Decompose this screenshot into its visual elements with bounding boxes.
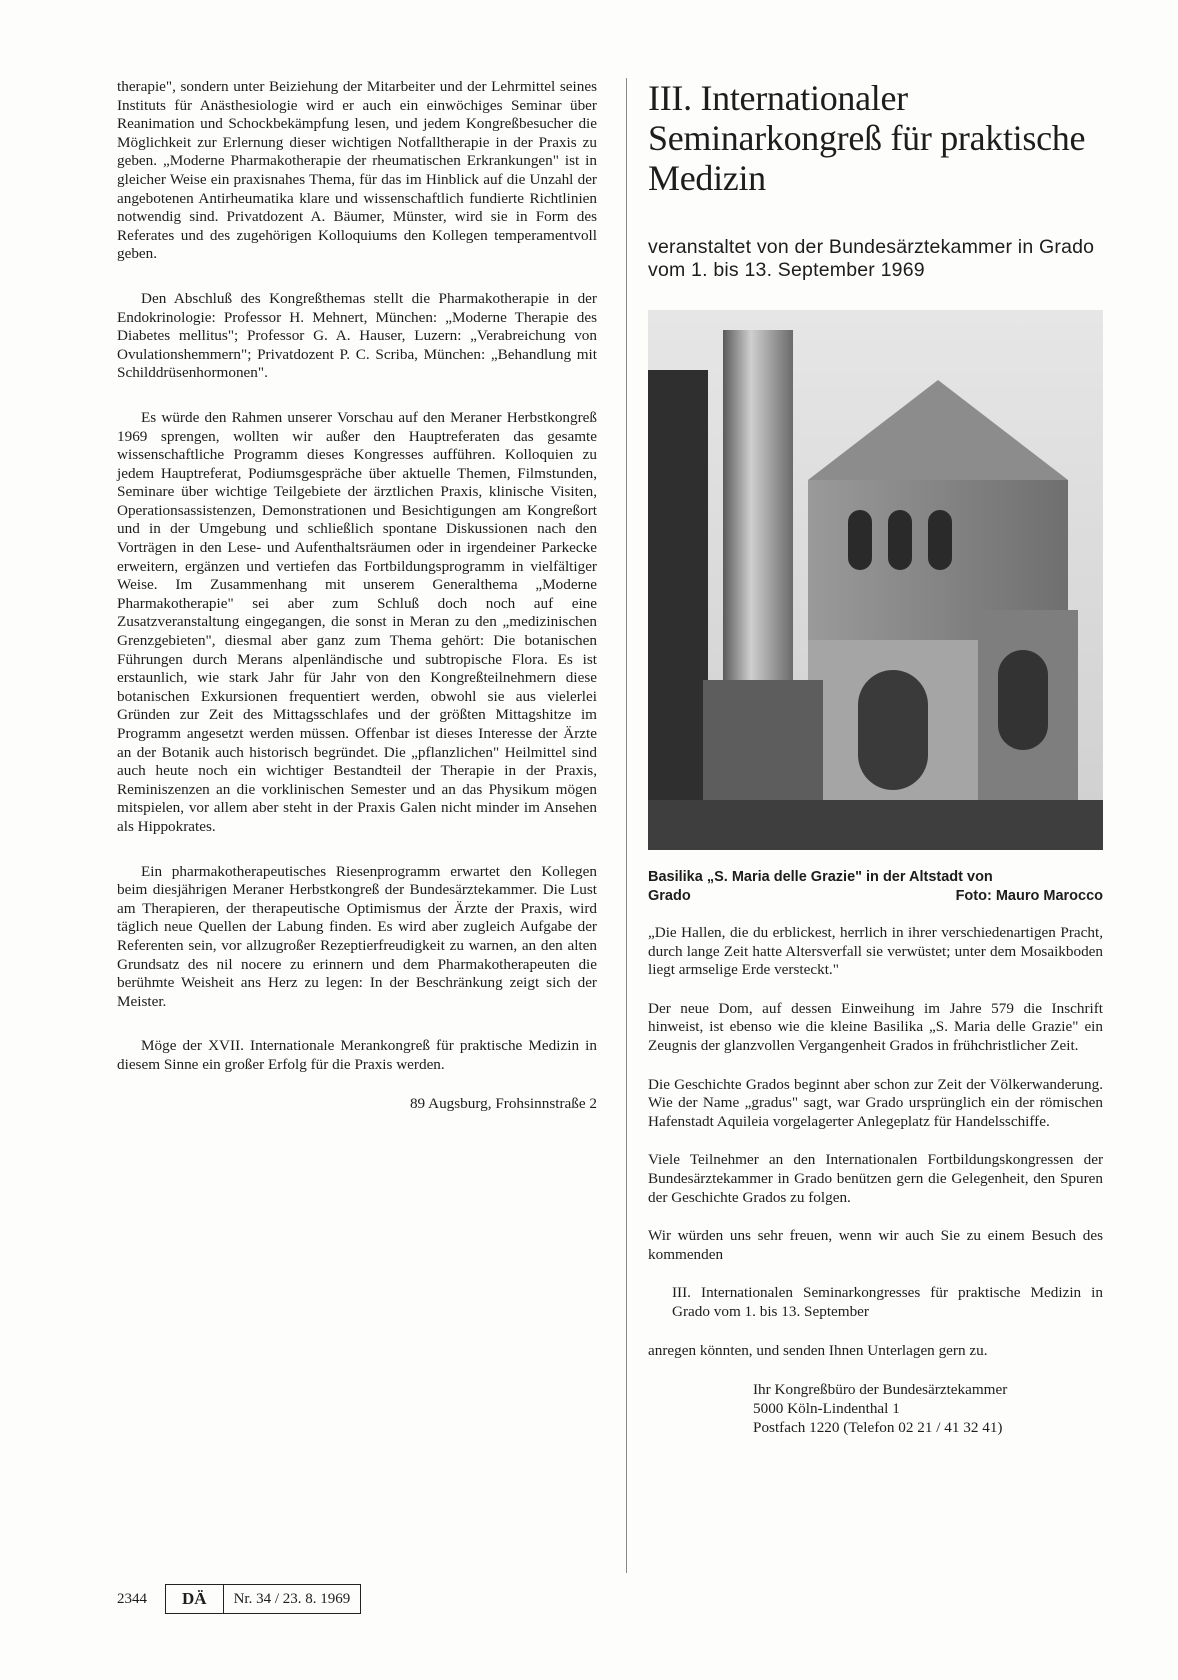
- left-paragraph-3: Es würde den Rahmen unserer Vorschau auf den Meraner Herbstkongreß 1969 sprengen, wollten wir außer den Hauptreferaten das gesamte wissenschaftliche Programm dieses Kongresses aufführen. Kolloquien zu jedem Hauptreferat, Podiumsgespräche über aktuelle Themen, Filmstunden, Seminare über wichtige Teilgebiete der ärztlichen Praxis, klinische Visiten, Operationsassistenzen, Demonstrationen und Besichtigungen am Kongreßort und in der Umgebung und schließlich spontane Diskussionen nach den Vorträgen in den Lese- und Aufenthaltsräumen oder in irgendeiner Parkecke erweitern, ergänzen und vertiefen das Fortbildungsprogramm in vielfältiger Weise. Im Zusammenhang mit unserem Generalthema „Moderne Pharmakotherapie" sei aber zum Schluß doch noch auf eine Zusatzveranstaltung eingegangen, die sonst in Meran zu den „medizinischen Grenzgebieten", diesmal aber ganz zum Thema gehört: Die botanischen Führungen durch Merans alpenländische und subtropische Flora. Es ist erstaunlich, wie stark Jahr für Jahr von den Kongreßteilnehmern diese botanischen Exkursionen frequentiert werden, obwohl sie aus vielerlei Gründen zur Zeit des Mittagsschlafes und der größten Mittagshitze im Programm angesetzt werden müssen. Offenbar ist dieses Interesse der Ärzte an der Botanik auch historisch begründet. Die „pflanzlichen" Heilmittel sind auch heute noch ein wichtiger Bestandteil der Therapie in der Praxis, Reminiszenzen an die vorklinischen Semester und an das Physikum mögen mitspielen, vor allem aber steht in der Praxis Galen nicht minder im Ansehen als Hippokrates.: [117, 408, 597, 835]
- basilica-photo: [648, 310, 1103, 850]
- right-paragraph-2: Die Geschichte Grados beginnt aber schon zur Zeit der Völkerwanderung. Wie der Name „gradus" sagt, war Grado ursprünglich ein der römischen Hafenstadt Aquileia vorgelagerter Anlegeplatz für Handelsschiffe.: [648, 1075, 1103, 1130]
- column-divider: [626, 78, 627, 1573]
- address-line-2: 5000 Köln-Lindenthal 1: [753, 1400, 900, 1418]
- left-paragraph-1: therapie", sondern unter Beiziehung der Mitarbeiter und der Lehrmittel seines Instituts für Anästhesiologie wird er auch ein einwöchiges Seminar über Reanimation und Schockbekämpfung lesen, und jedem Kongreßbesucher die Möglichkeit zur Erlernung dieser wichtigen Notfalltherapie in der Praxis zu geben. „Moderne Pharmakotherapie der rheumatischen Erkrankungen" ist in gleicher Weise ein praxisnahes Thema, für das im Hinblick auf die Unzahl der angebotenen Antirheumatika klare und wissenschaftlich fundierte Richtlinien notwendig sind. Privatdozent A. Bäumer, Münster, wird sie in Form des Referates und des zugehörigen Kolloquiums den Kollegen temperamentvoll geben.: [117, 78, 597, 263]
- basilica-photo-illustration: [648, 310, 1103, 850]
- right-column: [648, 78, 1103, 1437]
- left-column: [117, 78, 597, 1139]
- right-paragraph-4: Wir würden uns sehr freuen, wenn wir auch Sie zu einem Besuch des kommenden: [648, 1227, 1103, 1263]
- left-paragraph-2: Den Abschluß des Kongreßthemas stellt die Pharmakotherapie in der Endokrinologie: Professor H. Mehnert, München: „Moderne Therapie des Diabetes mellitus"; Professor G. A. Hauser, Luzern: „Verabreichung von Ovulationshemmern"; Privatdozent P. C. Scriba, München: „Behandlung mit Schilddrüsenhormonen".: [117, 289, 597, 382]
- page-number: 2344: [117, 1590, 147, 1607]
- caption-line-1: Basilika „S. Maria delle Grazie" in der Altstadt von: [648, 869, 993, 885]
- photo-credit: Foto: Mauro Marocco: [955, 888, 1103, 904]
- page-footer: [117, 1584, 361, 1614]
- photo-caption: [648, 868, 1103, 906]
- left-paragraph-5: Möge der XVII. Internationale Merankongreß für praktische Medizin in diesem Sinne ein großer Erfolg für die Praxis werden.: [117, 1037, 597, 1073]
- journal-abbrev: DÄ: [166, 1585, 224, 1613]
- right-paragraph-5: III. Internationalen Seminarkongresses für praktische Medizin in Grado vom 1. bis 13. September: [672, 1284, 1103, 1320]
- author-address: 89 Augsburg, Frohsinnstraße 2: [409, 1094, 597, 1112]
- right-paragraph-3: Viele Teilnehmer an den Internationalen Fortbildungskongressen der Bundesärztekammer in Grado benützen gern die Gelegenheit, den Spuren der Geschichte Grados zu folgen.: [648, 1151, 1103, 1206]
- left-paragraph-4: Ein pharmakotherapeutisches Riesenprogramm erwartet den Kollegen beim diesjährigen Meraner Herbstkongreß der Bundesärztekammer. Die Lust am Therapieren, der therapeutische Optimismus der Ärzte der Praxis, wird täglich neue Quellen der Labung finden. Es wird aber zugleich Aufgabe der Referenten sein, vor allzugroßer Rezeptierfreudigkeit zu warnen, an den alten Grundsatz des nil nocere zu erinnern und dem Pharmakotherapeuten die berühmte Weisheit ans Herz zu legen: In der Beschränkung zeigt sich der Meister.: [117, 862, 597, 1010]
- inscription-quote: „Die Hallen, die du erblickest, herrlich in ihrer verschiedenartigen Pracht, durch lange Zeit hatte Altersverfall sie verwüstet; unter dem Mosaikboden liegt armselige Erde versteckt.": [648, 924, 1103, 979]
- issue-date: Nr. 34 / 23. 8. 1969: [233, 1590, 351, 1607]
- address-line-3: Postfach 1220 (Telefon 02 21 / 41 32 41): [753, 1419, 1003, 1437]
- article-subtitle: veranstaltet von der Bundesärztekammer in Grado vom 1. bis 13. September 1969: [648, 236, 1095, 281]
- journal-badge: [165, 1584, 361, 1614]
- right-paragraph-6: anregen könnten, und senden Ihnen Unterlagen gern zu.: [648, 1341, 988, 1359]
- article-headline: III. Internationaler Seminarkongreß für praktische Medizin: [648, 78, 1086, 198]
- caption-place: Grado: [648, 888, 691, 904]
- address-line-1: Ihr Kongreßbüro der Bundesärztekammer: [753, 1381, 1008, 1399]
- right-paragraph-1: Der neue Dom, auf dessen Einweihung im Jahre 579 die Inschrift hinweist, ist ebenso wie die kleine Basilika „S. Maria delle Grazie" ein Zeugnis der glanzvollen Vergangenheit Grados in frühchristlicher Zeit.: [648, 999, 1103, 1054]
- contact-address: [648, 1380, 1103, 1437]
